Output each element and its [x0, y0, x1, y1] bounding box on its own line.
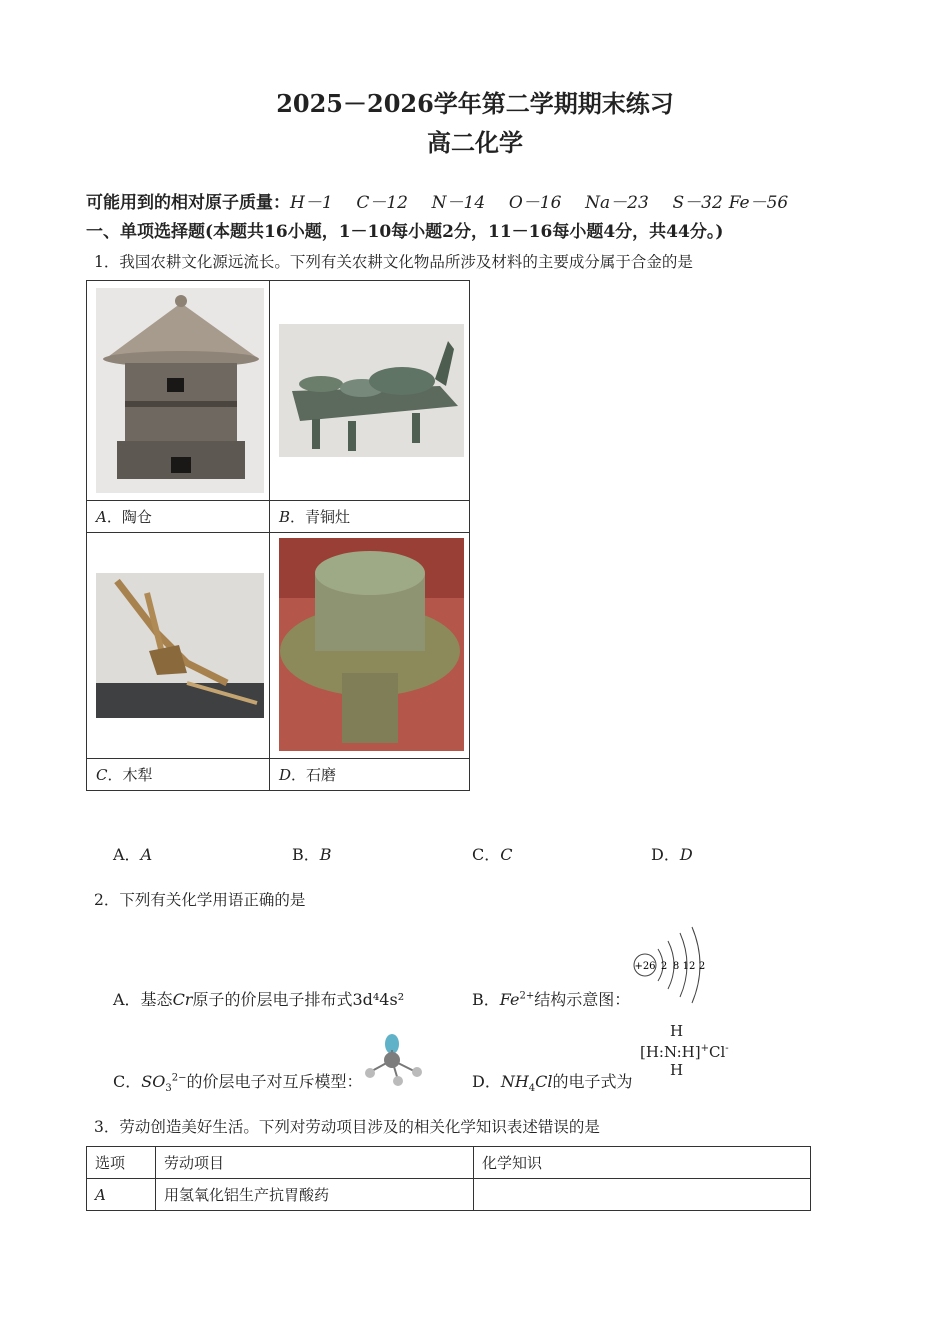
q2-option-c[interactable]: C．$SO_3^{2-}$的价层电子对互斥模型：: [113, 1072, 363, 1095]
question-3-stem: 3．劳动创造美好生活。下列对劳动项目涉及的相关化学知识表述错误的是: [94, 1118, 600, 1136]
q1-option-b[interactable]: B．B: [292, 845, 332, 864]
image-cell-a: [87, 281, 270, 501]
question-1-image-table: [86, 280, 470, 791]
mass-o: O－16: [508, 193, 562, 213]
q2-option-d[interactable]: D．$NH_4Cl$的电子式为: [472, 1072, 633, 1095]
mass-n: N－14: [431, 193, 486, 213]
svg-text:8: 8: [672, 961, 680, 972]
caption-d: D．石磨: [270, 759, 470, 791]
pottery-granary-image: [87, 281, 269, 500]
stone-mill-image: [270, 533, 469, 758]
cell-labor: 用氢氧化铝生产抗胃酸药: [156, 1179, 474, 1211]
svg-text:2: 2: [698, 961, 706, 972]
mass-s: S－32: [672, 193, 723, 213]
mass-fe: Fe－56: [728, 193, 789, 213]
caption-b: B．青铜灶: [270, 501, 470, 533]
header-option: 选项: [87, 1147, 156, 1179]
atomic-mass-line: [86, 188, 788, 213]
exam-subject: 高二化学: [427, 128, 523, 157]
bronze-stove-image: [270, 281, 469, 500]
mass-h: H－1: [290, 193, 333, 213]
header-labor: 劳动项目: [156, 1147, 474, 1179]
cell-option: A: [87, 1179, 156, 1211]
labor-table: [86, 1146, 811, 1211]
caption-a: A．陶仓: [87, 501, 270, 533]
q2-option-a[interactable]: A．基态Cr原子的价层电子排布式3d⁴4s²: [113, 990, 405, 1009]
svg-text:2: 2: [660, 961, 668, 972]
question-2-stem: 2．下列有关化学用语正确的是: [94, 891, 306, 909]
q1-option-a[interactable]: A．A: [113, 845, 153, 864]
svg-text:12: 12: [682, 961, 696, 972]
header-knowledge: 化学知识: [474, 1147, 811, 1179]
atomic-mass-label: 可能用到的相对原子质量：: [86, 193, 290, 213]
image-cell-b: [270, 281, 470, 501]
fe-ion-structure-diagram: [630, 925, 710, 1007]
exam-title: 2025－2026学年第二学期期末练习: [276, 89, 674, 118]
question-1-stem: 1．我国农耕文化源远流长。下列有关农耕文化物品所涉及材料的主要成分属于合金的是: [94, 253, 693, 271]
table-header-row: [87, 1147, 811, 1179]
mass-na: Na－23: [585, 193, 649, 213]
q1-option-c[interactable]: C．C: [472, 845, 513, 864]
q1-option-d[interactable]: D．D: [651, 845, 693, 864]
wooden-plough-image: [87, 533, 269, 758]
svg-text:+26: +26: [634, 961, 656, 972]
section-heading: 一、单项选择题(本题共16小题，1－10每小题2分，11－16每小题4分，共44分。): [86, 222, 724, 242]
image-cell-c: [87, 533, 270, 759]
image-cell-d: [270, 533, 470, 759]
nh4cl-lewis-structure: H [H:N:H]+Cl- H: [640, 1022, 729, 1079]
vsepr-model-image: [362, 1030, 426, 1088]
cell-knowledge: [474, 1179, 811, 1211]
q2-option-b[interactable]: B．$Fe^{2+}$结构示意图：: [472, 990, 631, 1009]
mass-c: C－12: [356, 193, 408, 213]
caption-c: C．木犁: [87, 759, 270, 791]
table-row: [87, 1179, 811, 1211]
